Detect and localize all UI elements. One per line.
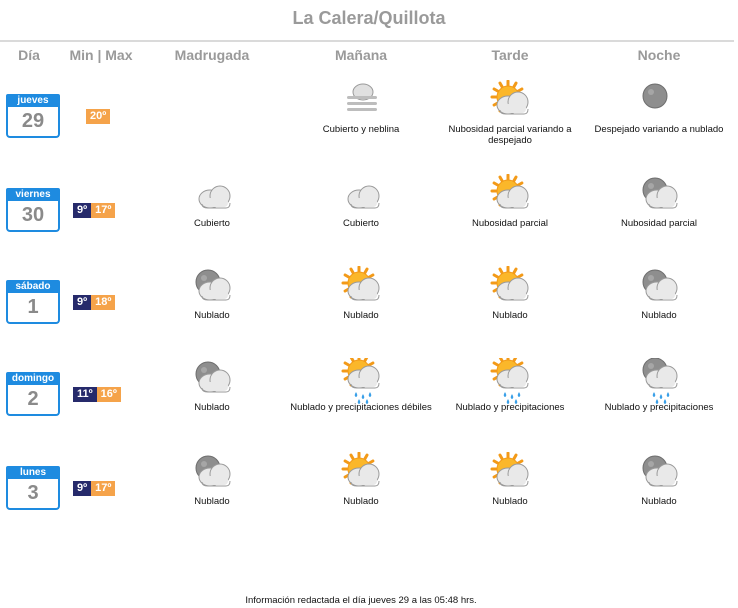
forecast-label: Nubosidad parcial [471,218,549,229]
day-badge [6,466,60,510]
forecast-cell [584,266,734,321]
moon-cloud-icon [190,358,234,398]
moon-cloud-icon [637,174,681,214]
sun-cloud-icon [339,266,383,306]
header-minmax: Min | Max [69,47,133,63]
footer-info: Información redactada el día jueves 29 a las 05:48 hrs. [245,595,477,606]
sun-cloud-rain-icon [488,358,532,398]
forecast-label: Cubierto [194,218,230,229]
forecast-cell [286,266,436,321]
forecast-label: Nubosidad parcial variando a despejado [448,124,572,146]
day-name: viernes [6,188,60,201]
header-manana: Mañana [334,47,388,63]
cloud-icon [190,174,234,214]
forecast-label: Nublado y precipitaciones [604,402,714,413]
page-title: La Calera/Quillota [292,8,446,28]
sun-cloud-icon [488,174,532,214]
temperature-range [73,203,115,218]
forecast-label: Nublado y precipitaciones [455,402,565,413]
forecast-cell [435,174,585,229]
cloud-fog-icon [339,80,383,120]
header-tarde: Tarde [491,47,529,63]
forecast-cell [137,174,287,229]
moon-icon [637,80,681,120]
moon-cloud-rain-icon [637,358,681,398]
min-temp: 9º [73,481,91,496]
day-number: 1 [6,293,60,324]
day-name: sábado [6,280,60,293]
forecast-cell [584,358,734,413]
day-name: domingo [6,372,60,385]
day-badge [6,372,60,416]
cloud-icon [339,174,383,214]
min-temp: 9º [73,295,91,310]
forecast-label: Nublado [194,496,230,507]
max-temp: 18º [91,295,115,310]
forecast-cell [137,358,287,413]
sun-cloud-icon [488,452,532,492]
header-madrugada: Madrugada [174,47,250,63]
day-badge [6,188,60,232]
forecast-label: Nublado [343,310,379,321]
forecast-label: Nubosidad parcial [620,218,698,229]
sun-cloud-icon [488,80,532,120]
moon-cloud-icon [190,266,234,306]
temperature-range [73,295,115,310]
title-divider [0,40,734,42]
min-temp: 9º [73,203,91,218]
forecast-cell [137,452,287,507]
header-noche: Noche [637,47,681,63]
day-name: lunes [6,466,60,479]
min-temp: 11º [73,387,97,402]
day-number: 30 [6,201,60,232]
max-temp: 20º [86,109,110,124]
day-number: 2 [6,385,60,416]
forecast-label: Cubierto y neblina [322,124,400,135]
forecast-cell [435,358,585,413]
day-number: 3 [6,479,60,510]
sun-cloud-icon [339,452,383,492]
forecast-cell [286,452,436,507]
day-number: 29 [6,107,60,138]
forecast-label: Nublado [343,496,379,507]
moon-cloud-icon [190,452,234,492]
forecast-label: Nublado [194,310,230,321]
sun-cloud-icon [488,266,532,306]
header-day: Día [18,47,40,63]
day-badge [6,280,60,324]
moon-cloud-icon [637,266,681,306]
forecast-label: Nublado [492,496,528,507]
temperature-range [73,481,115,496]
sun-cloud-rain-icon [339,358,383,398]
forecast-label: Cubierto [343,218,379,229]
forecast-cell [435,452,585,507]
forecast-label: Nublado [492,310,528,321]
forecast-cell [286,174,436,229]
forecast-label: Nublado [641,310,677,321]
forecast-cell [286,80,436,135]
day-name: jueves [6,94,60,107]
temperature-range [73,387,121,402]
forecast-cell [584,80,734,135]
forecast-label: Despejado variando a nublado [594,124,724,135]
max-temp: 16º [97,387,121,402]
forecast-cell [286,358,436,413]
forecast-label: Nublado [194,402,230,413]
forecast-label: Nublado [641,496,677,507]
temperature-range [86,109,110,124]
forecast-label: Nublado y precipitaciones débiles [290,402,432,413]
forecast-cell [435,266,585,321]
forecast-cell [584,452,734,507]
forecast-cell [137,266,287,321]
moon-cloud-icon [637,452,681,492]
max-temp: 17º [91,481,115,496]
forecast-cell [435,80,585,146]
day-badge [6,94,60,138]
forecast-cell [584,174,734,229]
max-temp: 17º [91,203,115,218]
